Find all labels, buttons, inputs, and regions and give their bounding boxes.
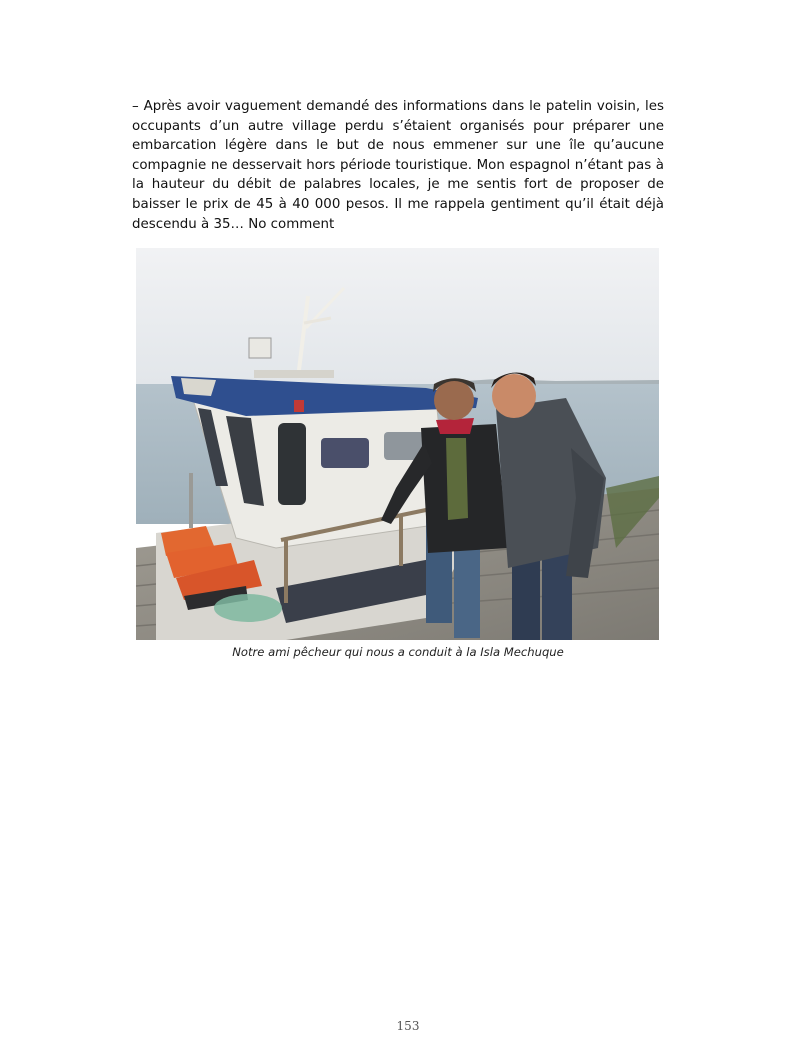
- figure-caption: Notre ami pêcheur qui nous a conduit à la Isla Mechuque: [232, 645, 564, 659]
- radar-box: [249, 338, 271, 358]
- cabin-window-4: [321, 438, 369, 468]
- sky: [136, 248, 659, 386]
- fisherman-sweater: [446, 438, 468, 520]
- roof-rack: [254, 370, 334, 378]
- boat-name-plate: [181, 378, 216, 396]
- fisherman-head: [434, 380, 474, 420]
- photo-illustration: [136, 248, 659, 640]
- page-number: 153: [396, 1019, 420, 1033]
- photo-fisherman-and-traveler: [136, 248, 659, 640]
- fisherman-collar: [436, 418, 474, 434]
- boat-light: [294, 400, 304, 412]
- body-paragraph: – Après avoir vaguement demandé des informations dans le patelin voisin, les occupants d’un autre village perdu s’étaient organisés pour préparer une embarcation légère dans le but de nous emmener sur une île qu’aucune compagnie ne desservait hors période touristique. Mon espagnol n’étant pas à la hauteur du débit de palabres locales, je me sentis fort de proposer de baisser le prix de 45 à 40 000 pesos. Il me rappela gentiment qu’il était déjà descendu à 35… No comment: [132, 99, 664, 232]
- green-rope: [214, 594, 282, 622]
- cabin-window-3: [278, 423, 306, 505]
- traveler-head: [492, 374, 536, 418]
